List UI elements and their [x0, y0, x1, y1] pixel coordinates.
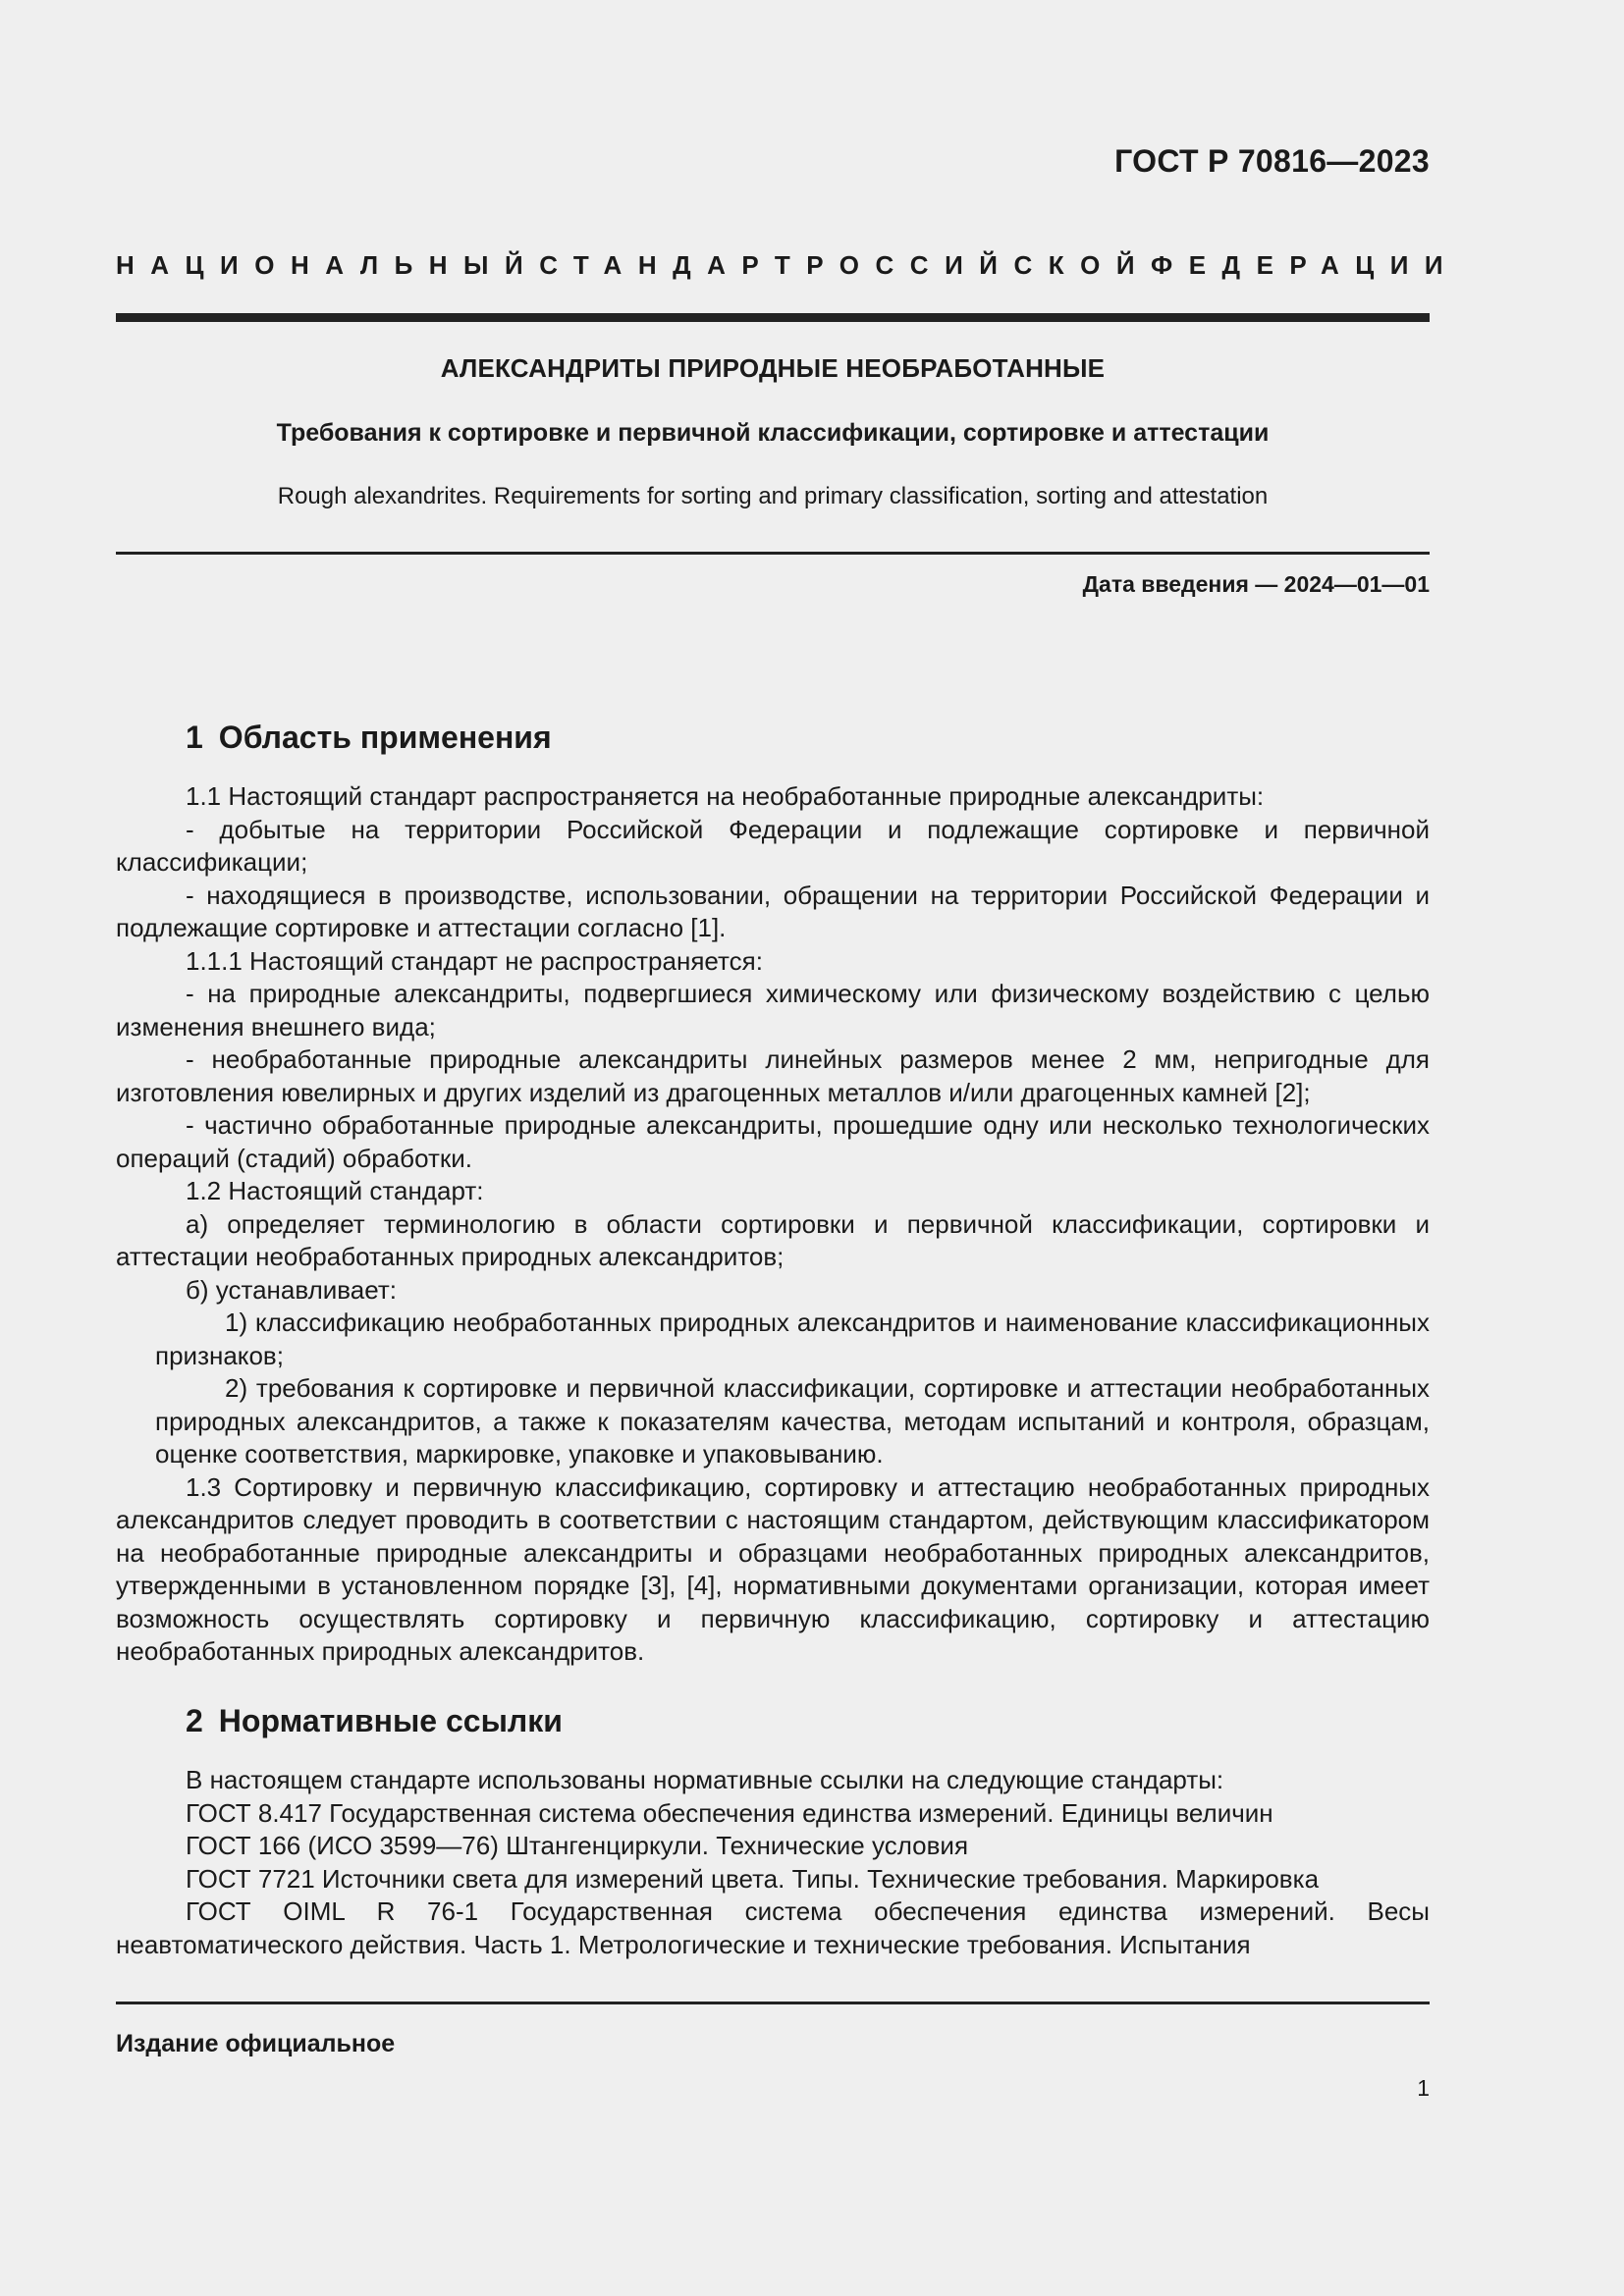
paragraph: 1.2 Настоящий стандарт: [186, 1176, 484, 1205]
official-edition-label: Издание официальное [116, 2030, 396, 2057]
paragraph: - частично обработанные природные александриты, прошедшие одну или несколько технологических операций (стадий) обработки. [116, 1110, 1430, 1173]
paragraph: - необработанные природные александриты линейных размеров менее 2 мм, непригодные для изготовления ювелирных и других изделий из драгоценных металлов и/или драгоценных камней [2]; [116, 1044, 1430, 1107]
reference-item: ГОСТ 7721 Источники света для измерений цвета. Типы. Технические требования. Маркировка [186, 1863, 1320, 1894]
footer-divider [116, 2002, 1430, 2004]
paragraph: - добытые на территории Российской Федерации и подлежащие сортировке и первичной классификации; [116, 814, 1430, 877]
national-word-2: СТАНДАРТ [539, 250, 807, 280]
paragraph: 1) классификацию необработанных природных александритов и наименование классификационных признаков; [155, 1308, 1430, 1370]
national-word-4: ФЕДЕРАЦИИ [1151, 250, 1460, 280]
paragraph: б) устанавливает: [186, 1274, 397, 1305]
document-subtitle: Требования к сортировке и первичной классификации, сортировке и аттестации [276, 419, 1270, 447]
document-english-title: Rough alexandrites. Requirements for sorting and primary classification, sorting and attestation [277, 483, 1269, 509]
page-number: 1 [1417, 2075, 1430, 2101]
reference-item: ГОСТ 166 (ИСО 3599—76) Штангенциркули. Технические условия [186, 1831, 969, 1860]
paragraph: - находящиеся в производстве, использовании, обращении на территории Российской Федерации и подлежащие сортировке и аттестации согласно [1]. [116, 880, 1430, 942]
heading-divider-thick [116, 313, 1430, 322]
section-2-body [116, 1764, 1430, 1961]
section-2-heading [186, 1703, 563, 1739]
section-2-number: 2 [186, 1703, 203, 1738]
section-1-number: 1 [186, 720, 203, 755]
paragraph: 1.3 Сортировку и первичную классификацию, сортировку и аттестацию необработанных природных александритов следует проводить в соответствии с настоящим стандартом, действующим классификатором на необработанные природные александриты и образцами необработанных природных александритов, утвержденными в установленном порядке [3], [4], нормативными документами организации, которая имеет возможность осуществлять сортировку и первичную классификацию, сортировку и аттестацию необработанных природных александритов. [116, 1471, 1430, 1666]
paragraph: 2) требования к сортировке и первичной классификации, сортировке и аттестации необработанных природных александритов, а также к показателям качества, методам испытаний и контроля, образцам, оценке соответствия, маркировке, упаковке и упаковыванию. [155, 1373, 1430, 1468]
introduction-date: Дата введения — 2024—01—01 [1082, 571, 1430, 597]
title-divider [116, 552, 1430, 555]
section-1-title: Область применения [218, 720, 552, 755]
national-standard-heading [116, 250, 1460, 281]
paragraph: 1.1.1 Настоящий стандарт не распространяется: [186, 945, 763, 976]
national-word-3: РОССИЙСКОЙ [806, 250, 1152, 280]
section-1-body [116, 780, 1430, 1669]
paragraph: - на природные александриты, подвергшиеся химическому или физическому воздействию с целью изменения внешнего вида; [116, 979, 1430, 1041]
reference-item: ГОСТ 8.417 Государственная система обеспечения единства измерений. Единицы величин [186, 1797, 1273, 1828]
section-2-title: Нормативные ссылки [218, 1703, 563, 1738]
paragraph: 1.1 Настоящий стандарт распространяется на необработанные природные александриты: [186, 781, 1265, 811]
paragraph: В настоящем стандарте использованы нормативные ссылки на следующие стандарты: [186, 1765, 1224, 1794]
gost-number: ГОСТ Р 70816—2023 [1114, 143, 1430, 179]
paragraph: а) определяет терминологию в области сортировки и первичной классификации, сортировки и аттестации необработанных природных александритов; [116, 1208, 1430, 1271]
section-1-heading [186, 720, 552, 756]
document-title: АЛЕКСАНДРИТЫ ПРИРОДНЫЕ НЕОБРАБОТАННЫЕ [440, 353, 1106, 383]
national-word-1: НАЦИОНАЛЬНЫЙ [116, 250, 540, 280]
reference-item: ГОСТ OIML R 76-1 Государственная система обеспечения единства измерений. Весы неавтоматического действия. Часть 1. Метрологические и технические требования. Испытания [116, 1896, 1430, 1959]
